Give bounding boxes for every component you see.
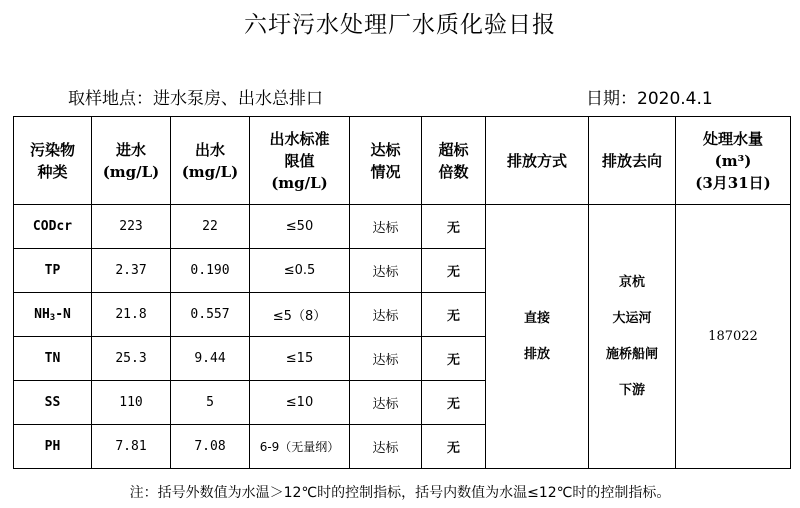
report-date: 日期：2020.4.1 <box>586 89 713 109</box>
outflow-value: 7.08 <box>171 425 250 469</box>
inflow-value: 21.8 <box>92 293 171 337</box>
inflow-value: 7.81 <box>92 425 171 469</box>
pollutant-name: TP <box>14 249 92 293</box>
inflow-value: 223 <box>92 205 171 249</box>
treated-volume: 187022 <box>676 205 791 469</box>
status-value: 达标 <box>350 205 422 249</box>
exceed-value: 无 <box>422 337 486 381</box>
exceed-value: 无 <box>422 205 486 249</box>
status-value: 达标 <box>350 337 422 381</box>
report-title: 六圩污水处理厂水质化验日报 <box>244 12 556 38</box>
status-value: 达标 <box>350 293 422 337</box>
limit-value: ≤5（8） <box>250 293 350 337</box>
outflow-value: 0.557 <box>171 293 250 337</box>
limit-value: ≤10 <box>250 381 350 425</box>
limit-value: ≤15 <box>250 337 350 381</box>
pollutant-name: PH <box>14 425 92 469</box>
outflow-value: 22 <box>171 205 250 249</box>
header-status: 达标 情况 <box>350 117 422 205</box>
discharge-method: 直接 排放 <box>486 205 589 469</box>
pollutant-name: $NH_3-N$ <box>14 293 92 337</box>
pollutant-name: CODcr <box>14 205 92 249</box>
header-discharge-destination: 排放去向 <box>589 117 676 205</box>
footnote: 注：括号外数值为水温＞12℃时的控制指标，括号内数值为水温≤12℃时的控制指标。 <box>129 485 671 501</box>
exceed-value: 无 <box>422 425 486 469</box>
inflow-value: 110 <box>92 381 171 425</box>
outflow-value: 9.44 <box>171 337 250 381</box>
header-pollutant: 污染物 种类 <box>14 117 92 205</box>
inflow-value: 2.37 <box>92 249 171 293</box>
status-value: 达标 <box>350 249 422 293</box>
outflow-value: 0.190 <box>171 249 250 293</box>
water-quality-table <box>13 116 791 469</box>
status-value: 达标 <box>350 425 422 469</box>
pollutant-name: TN <box>14 337 92 381</box>
header-treated-volume: 处理水量 (m³) (3月31日) <box>676 117 791 205</box>
sampling-location: 取样地点：进水泵房、出水总排口 <box>68 89 323 109</box>
limit-value: ≤0.5 <box>250 249 350 293</box>
exceed-value: 无 <box>422 293 486 337</box>
outflow-value: 5 <box>171 381 250 425</box>
header-outflow: 出水 (mg/L) <box>171 117 250 205</box>
header-row <box>14 117 791 205</box>
exceed-value: 无 <box>422 381 486 425</box>
limit-value: ≤50 <box>250 205 350 249</box>
discharge-destination: 京杭 大运河 施桥船闸 下游 <box>589 205 676 469</box>
header-limit: 出水标准 限值 (mg/L) <box>250 117 350 205</box>
header-inflow: 进水 (mg/L) <box>92 117 171 205</box>
status-value: 达标 <box>350 381 422 425</box>
exceed-value: 无 <box>422 249 486 293</box>
header-exceed: 超标 倍数 <box>422 117 486 205</box>
table-row <box>14 205 791 249</box>
pollutant-name: SS <box>14 381 92 425</box>
inflow-value: 25.3 <box>92 337 171 381</box>
limit-value: 6-9（无量纲） <box>250 425 350 469</box>
header-discharge-method: 排放方式 <box>486 117 589 205</box>
